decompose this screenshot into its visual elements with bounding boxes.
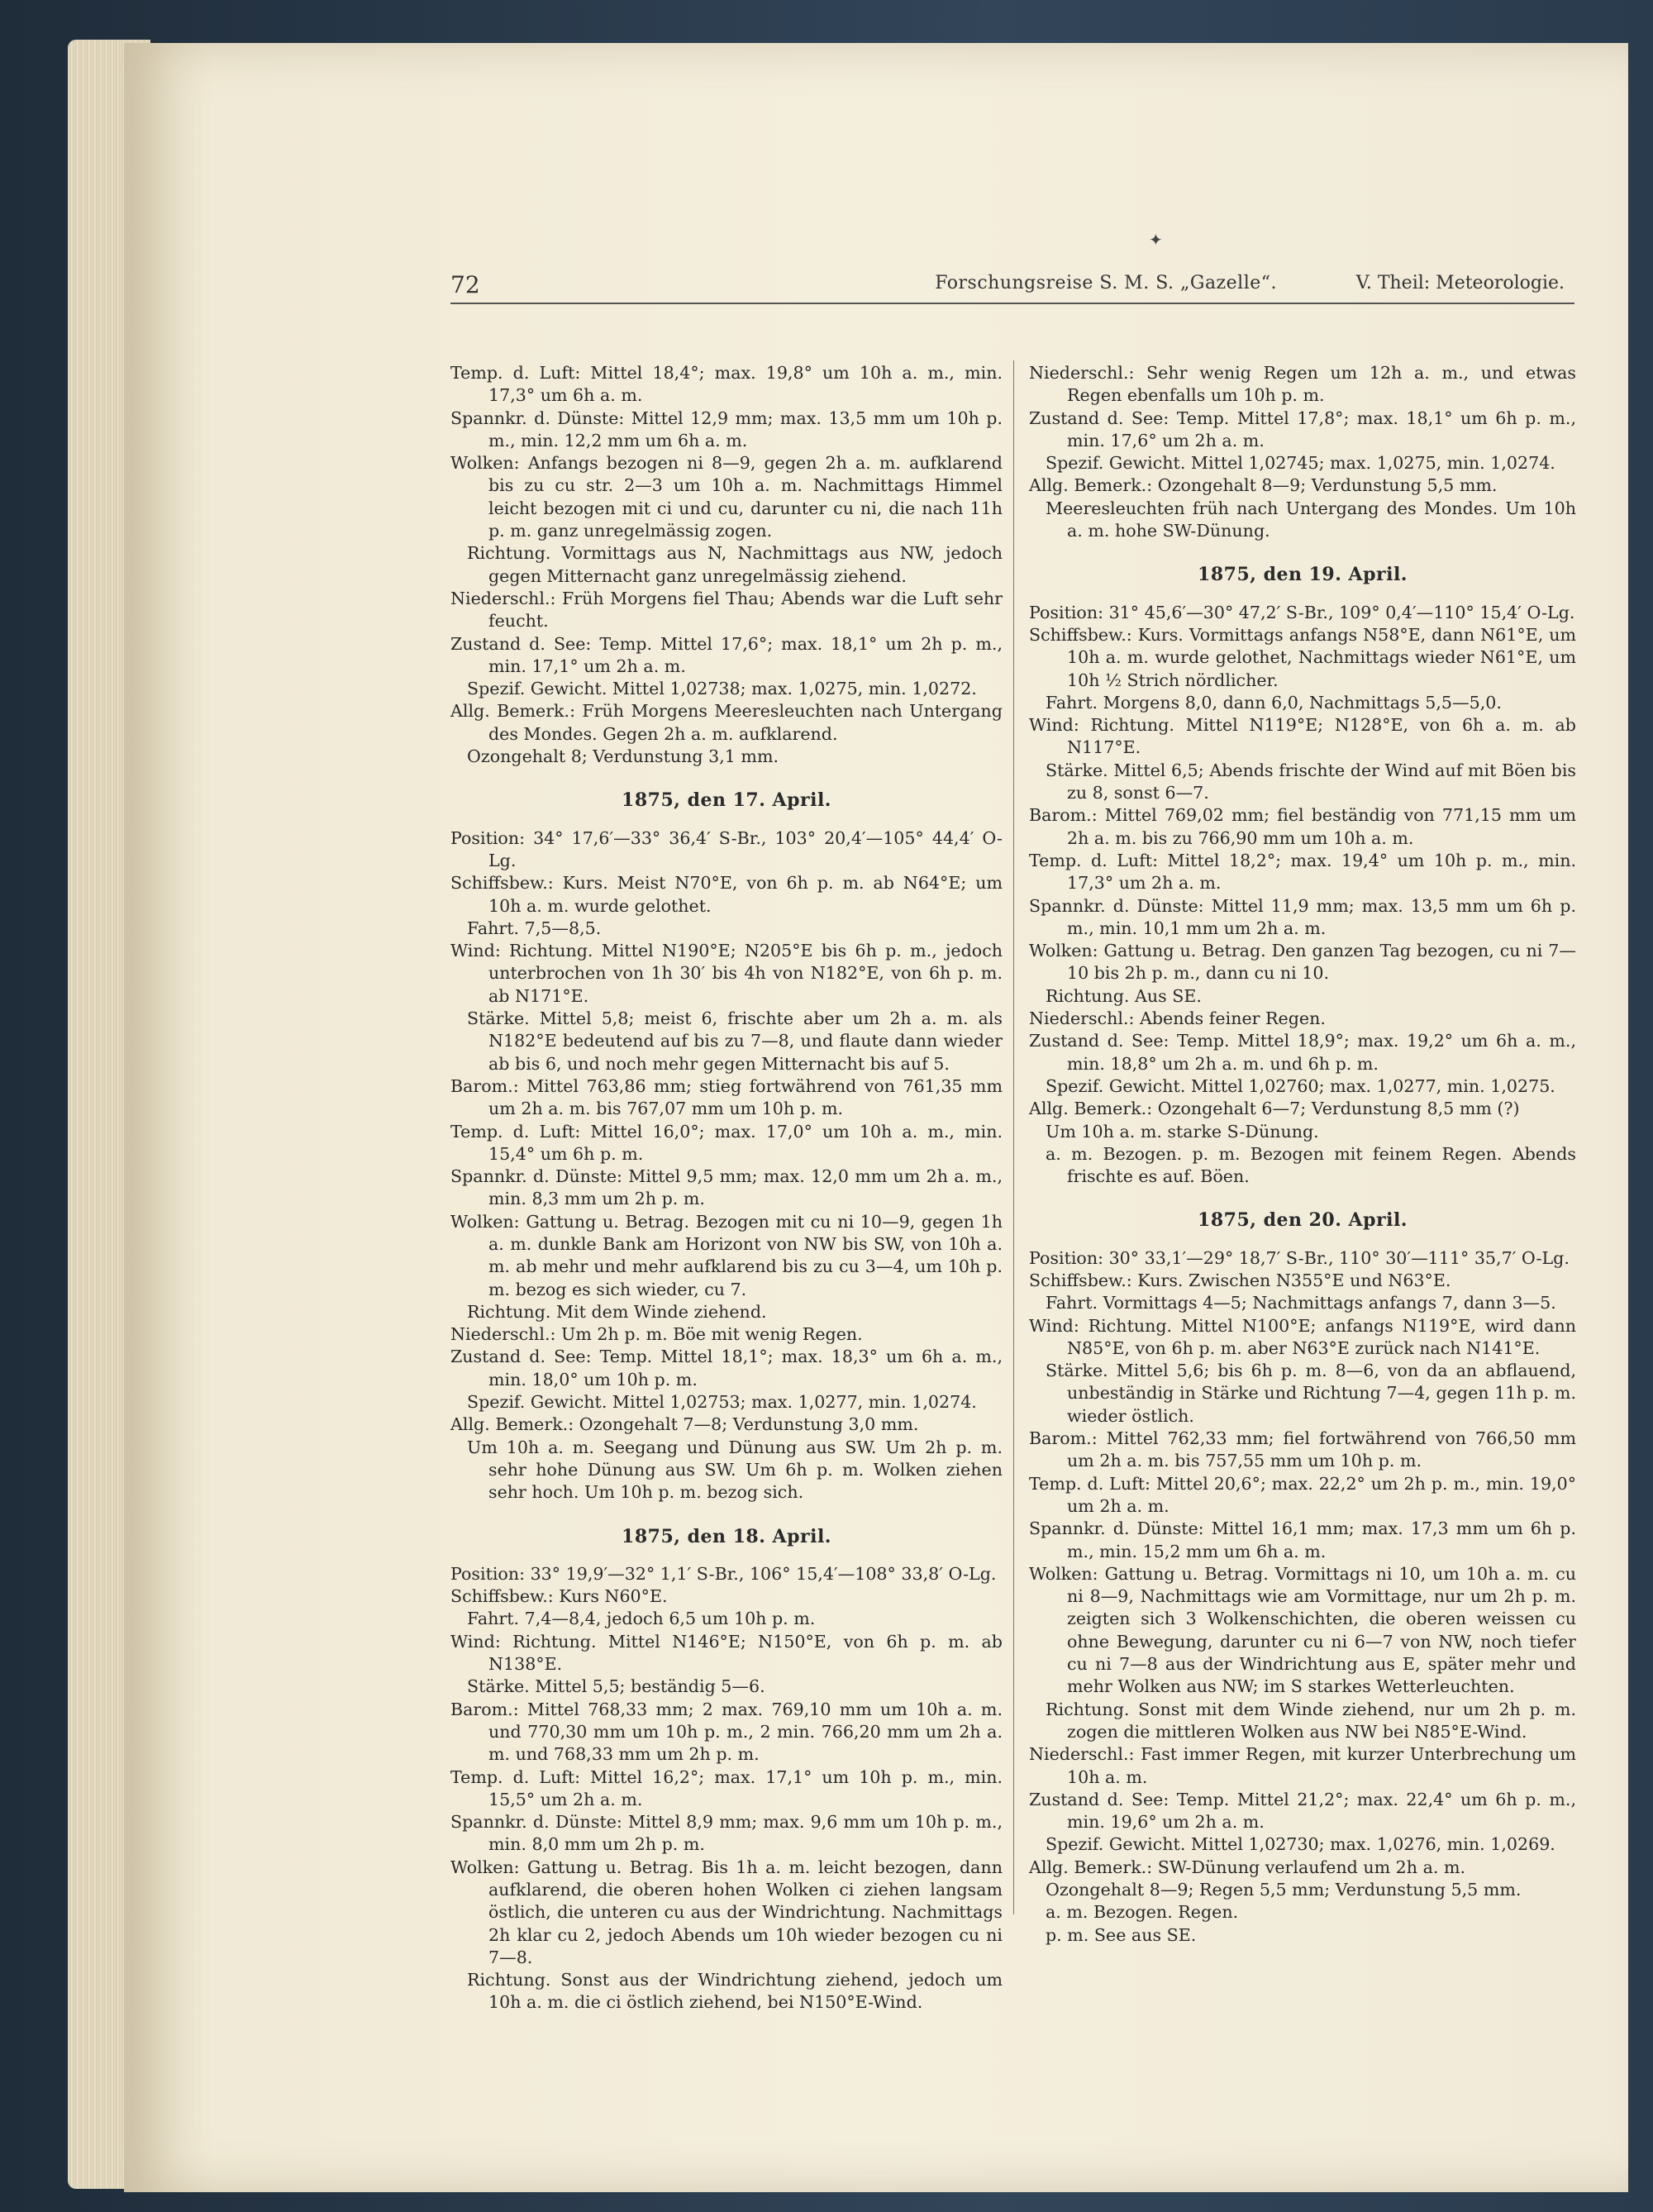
- log-entry: Stärke. Mittel 6,5; Abends frischte der Wind auf mit Böen bis zu 8, sonst 6—7.: [1046, 760, 1576, 803]
- log-entry: Spezif. Gewicht. Mittel 1,02738; max. 1,0275, min. 1,0272.: [467, 679, 977, 699]
- right-column: [1029, 362, 1576, 1947]
- log-entry: Allg. Bemerk.: Früh Morgens Meeresleuchten nach Untergang des Mondes. Gegen 2h a. m. aufklarend.: [450, 701, 1003, 744]
- log-entry: Temp. d. Luft: Mittel 16,2°; max. 17,1° um 10h p. m., min. 15,5° um 2h a. m.: [450, 1766, 1003, 1809]
- log-entry: Richtung. Mit dem Winde ziehend.: [467, 1301, 767, 1322]
- log-entry: Wolken: Gattung u. Betrag. Bezogen mit cu ni 10—9, gegen 1h a. m. dunkle Bank am Horizont von NW bis SW, von 10h a. m. ab mehr und mehr aufklarend bis zu cu 3—4, um 10h p. m. bezog es sich wieder, cu 7.: [450, 1211, 1003, 1299]
- log-entry: Allg. Bemerk.: Ozongehalt 6—7; Verdunstung 8,5 mm (?): [1029, 1099, 1520, 1119]
- log-entry: Spezif. Gewicht. Mittel 1,02760; max. 1,0277, min. 1,0275.: [1046, 1075, 1555, 1096]
- entries-19-april: [1029, 602, 1576, 1189]
- log-entry: p. m. See aus SE.: [1046, 1924, 1197, 1945]
- log-entry: Schiffsbew.: Kurs. Meist N70°E, von 6h p. m. ab N64°E; um 10h a. m. wurde gelothet.: [450, 873, 1003, 916]
- log-entry: Wind: Richtung. Mittel N119°E; N128°E, von 6h a. m. ab N117°E.: [1029, 715, 1576, 758]
- log-entry: Niederschl.: Fast immer Regen, mit kurzer Unterbrechung um 10h a. m.: [1029, 1744, 1576, 1787]
- log-entry: Barom.: Mittel 762,33 mm; fiel fortwährend von 766,50 mm um 2h a. m. bis 757,55 mm um 10h p. m.: [1029, 1428, 1576, 1471]
- log-entry: Spannkr. d. Dünste: Mittel 9,5 mm; max. 12,0 mm um 2h a. m., min. 8,3 mm um 2h p. m.: [450, 1166, 1003, 1209]
- log-entry: Spezif. Gewicht. Mittel 1,02753; max. 1,0277, min. 1,0274.: [467, 1392, 977, 1413]
- log-entry: Ozongehalt 8; Verdunstung 3,1 mm.: [467, 746, 779, 767]
- log-entry: Barom.: Mittel 763,86 mm; stieg fortwährend von 761,35 mm um 2h a. m. bis 767,07 mm um 10h p. m.: [450, 1075, 1003, 1119]
- page-number: 72: [450, 271, 480, 298]
- log-entry: Richtung. Vormittags aus N, Nachmittags aus NW, jedoch gegen Mitternacht ganz unregelmässig ziehend.: [467, 543, 1003, 586]
- log-entry: Zustand d. See: Temp. Mittel 17,6°; max. 18,1° um 2h p. m., min. 17,1° um 2h a. m.: [450, 633, 1003, 676]
- log-entry: Fahrt. 7,5—8,5.: [467, 918, 602, 938]
- date-heading-18-april: 1875, den 18. April.: [622, 1525, 831, 1547]
- log-entry: Ozongehalt 8—9; Regen 5,5 mm; Verdunstung 5,5 mm.: [1046, 1880, 1522, 1900]
- log-entry: Meeresleuchten früh nach Untergang des Mondes. Um 10h a. m. hohe SW-Dünung.: [1046, 498, 1576, 541]
- log-entry: Barom.: Mittel 769,02 mm; fiel beständig von 771,15 mm um 2h a. m. bis zu 766,90 mm um 10h a. m.: [1029, 805, 1576, 848]
- log-entry: Zustand d. See: Temp. Mittel 17,8°; max. 18,1° um 6h p. m., min. 17,6° um 2h a. m.: [1029, 408, 1576, 451]
- log-entry: Schiffsbew.: Kurs. Zwischen N355°E und N63°E.: [1029, 1270, 1451, 1290]
- log-entry: Niederschl.: Früh Morgens fiel Thau; Abends war die Luft sehr feucht.: [450, 588, 1003, 632]
- log-entry: Allg. Bemerk.: Ozongehalt 8—9; Verdunstung 5,5 mm.: [1029, 475, 1498, 496]
- entries-20-april: [1029, 1247, 1576, 1947]
- log-entry: Spezif. Gewicht. Mittel 1,02730; max. 1,0276, min. 1,0269.: [1046, 1834, 1555, 1855]
- log-entry: Niederschl.: Abends feiner Regen.: [1029, 1008, 1326, 1029]
- log-entry: Position: 33° 19,9′—32° 1,1′ S-Br., 106° 15,4′—108° 33,8′ O-Lg.: [450, 1563, 997, 1584]
- log-entry: Wolken: Anfangs bezogen ni 8—9, gegen 2h a. m. aufklarend bis zu cu str. 2—3 um 10h a. m. Nachmittags Himmel leicht bezogen mit ci und cu, darunter cu ni, die nach 11h p. m. ganz unregelmässig zogen.: [450, 453, 1003, 541]
- log-entry: a. m. Bezogen. Regen.: [1046, 1902, 1239, 1923]
- entries-17-april: [450, 827, 1003, 1504]
- log-entry: Temp. d. Luft: Mittel 18,2°; max. 19,4° um 10h p. m., min. 17,3° um 2h a. m.: [1029, 850, 1576, 894]
- log-entry: Zustand d. See: Temp. Mittel 18,1°; max. 18,3° um 6h a. m., min. 18,0° um 10h p. m.: [450, 1347, 1003, 1390]
- log-entry: Temp. d. Luft: Mittel 16,0°; max. 17,0° um 10h a. m., min. 15,4° um 6h p. m.: [450, 1121, 1003, 1164]
- log-entry: Richtung. Aus SE.: [1046, 985, 1202, 1006]
- log-entry: Um 10h a. m. Seegang und Dünung aus SW. Um 2h p. m. sehr hohe Dünung aus SW. Um 6h p. m. Wolken ziehen sehr hoch. Um 10h p. m. bezog sich.: [467, 1437, 1003, 1503]
- log-entry: Allg. Bemerk.: Ozongehalt 7—8; Verdunstung 3,0 mm.: [450, 1414, 919, 1435]
- page-header: [450, 269, 1574, 304]
- log-entry: Position: 30° 33,1′—29° 18,7′ S-Br., 110° 30′—111° 35,7′ O-Lg.: [1029, 1247, 1570, 1268]
- log-entry: Stärke. Mittel 5,6; bis 6h p. m. 8—6, von da an abflauend, unbeständig in Stärke und Richtung 7—4, gegen 11h p. m. wieder östlich.: [1046, 1361, 1576, 1426]
- date-heading-17-april: 1875, den 17. April.: [622, 789, 831, 812]
- log-entry: Spannkr. d. Dünste: Mittel 16,1 mm; max. 17,3 mm um 6h p. m., min. 15,2 mm um 6h a. m.: [1029, 1518, 1576, 1561]
- log-entry: Richtung. Sonst mit dem Winde ziehend, nur um 2h p. m. zogen die mittleren Wolken aus NW bei N85°E-Wind.: [1046, 1699, 1576, 1742]
- log-entry: Wind: Richtung. Mittel N100°E; anfangs N119°E, wird dann N85°E, von 6h p. m. aber N63°E zurück nach N141°E.: [1029, 1315, 1576, 1358]
- right-intro: [1029, 362, 1576, 542]
- log-entry: a. m. Bezogen. p. m. Bezogen mit feinem Regen. Abends frischte es auf. Böen.: [1046, 1143, 1576, 1187]
- log-entry: Temp. d. Luft: Mittel 20,6°; max. 22,2° um 2h p. m., min. 19,0° um 2h a. m.: [1029, 1473, 1576, 1516]
- log-entry: Spannkr. d. Dünste: Mittel 8,9 mm; max. 9,6 mm um 10h p. m., min. 8,0 mm um 2h p. m.: [450, 1812, 1003, 1855]
- log-entry: Stärke. Mittel 5,5; beständig 5—6.: [467, 1676, 765, 1697]
- log-entry: Wind: Richtung. Mittel N146°E; N150°E, von 6h p. m. ab N138°E.: [450, 1631, 1003, 1675]
- log-entry: Wolken: Gattung u. Betrag. Vormittags ni 10, um 10h a. m. cu ni 8—9, Nachmittags wie am Vormittage, nur um 2h p. m. zeigten sich 3 Wolkenschichten, die oberen weissen cu ohne Bewegung, darunter cu ni 6—7 von NW, noch tiefer cu ni 7—8 aus der Windrichtung aus E, später mehr und mehr Wolken aus NW; im S starkes Wetterleuchten.: [1029, 1563, 1576, 1697]
- log-entry: Temp. d. Luft: Mittel 18,4°; max. 19,8° um 10h a. m., min. 17,3° um 6h a. m.: [450, 363, 1003, 406]
- section-title: V. Theil: Meteorologie.: [1355, 273, 1565, 293]
- left-intro: [450, 362, 1003, 768]
- log-entry: Richtung. Sonst aus der Windrichtung ziehend, jedoch um 10h a. m. die ci östlich ziehend, bei N150°E-Wind.: [467, 1970, 1003, 2013]
- log-entry: Schiffsbew.: Kurs. Vormittags anfangs N58°E, dann N61°E, um 10h a. m. wurde gelothet, Nachmittags wieder N61°E, um 10h ½ Strich nördlicher.: [1029, 624, 1576, 690]
- log-entry: Spannkr. d. Dünste: Mittel 11,9 mm; max. 13,5 mm um 6h p. m., min. 10,1 mm um 2h a. m.: [1029, 895, 1576, 938]
- ornament-mark: ✦: [1149, 230, 1163, 250]
- log-entry: Fahrt. 7,4—8,4, jedoch 6,5 um 10h p. m.: [467, 1609, 816, 1629]
- log-entry: Spannkr. d. Dünste: Mittel 12,9 mm; max. 13,5 mm um 10h p. m., min. 12,2 mm um 6h a. m.: [450, 408, 1003, 451]
- log-entry: Wolken: Gattung u. Betrag. Den ganzen Tag bezogen, cu ni 7—10 bis 2h p. m., dann cu ni 10.: [1029, 941, 1576, 984]
- date-heading-20-april: 1875, den 20. April.: [1198, 1209, 1408, 1232]
- running-title: Forschungsreise S. M. S. „Gazelle“.: [935, 273, 1277, 293]
- log-entry: Wolken: Gattung u. Betrag. Bis 1h a. m. leicht bezogen, dann aufklarend, die oberen hohen Wolken ci ziehen langsam östlich, die unteren cu aus der Windrichtung. Nachmittags 2h klar cu 2, jedoch Abends um 10h wieder bezogen cu ni 7—8.: [450, 1857, 1003, 1967]
- log-entry: Spezif. Gewicht. Mittel 1,02745; max. 1,0275, min. 1,0274.: [1046, 453, 1555, 474]
- log-entry: Barom.: Mittel 768,33 mm; 2 max. 769,10 mm um 10h a. m. und 770,30 mm um 10h p. m., 2 min. 766,20 mm um 2h a. m. und 768,33 mm um 2h p. m.: [450, 1699, 1003, 1765]
- log-entry: Stärke. Mittel 5,8; meist 6, frischte aber um 2h a. m. als N182°E bedeutend auf bis zu 7—8, und flaute dann wieder ab bis 6, und noch mehr gegen Mitternacht bis auf 5.: [467, 1008, 1003, 1074]
- date-heading-19-april: 1875, den 19. April.: [1198, 564, 1408, 586]
- log-entry: Niederschl.: Um 2h p. m. Böe mit wenig Regen.: [450, 1324, 863, 1345]
- log-entry: Fahrt. Vormittags 4—5; Nachmittags anfangs 7, dann 3—5.: [1046, 1293, 1556, 1313]
- entries-18-april: [450, 1563, 1003, 2014]
- log-entry: Niederschl.: Sehr wenig Regen um 12h a. m., und etwas Regen ebenfalls um 10h p. m.: [1029, 363, 1576, 406]
- column-divider: [1013, 360, 1014, 1914]
- log-entry: Zustand d. See: Temp. Mittel 18,9°; max. 19,2° um 6h a. m., min. 18,8° um 2h a. m. und 6h p. m.: [1029, 1031, 1576, 1074]
- log-entry: Schiffsbew.: Kurs N60°E.: [450, 1586, 668, 1607]
- log-entry: Um 10h a. m. starke S-Dünung.: [1046, 1121, 1319, 1142]
- log-entry: Position: 31° 45,6′—30° 47,2′ S-Br., 109° 0,4′—110° 15,4′ O-Lg.: [1029, 602, 1575, 622]
- log-entry: Position: 34° 17,6′—33° 36,4′ S-Br., 103° 20,4′—105° 44,4′ O-Lg.: [450, 827, 1003, 870]
- log-entry: Zustand d. See: Temp. Mittel 21,2°; max. 22,4° um 6h p. m., min. 19,6° um 2h a. m.: [1029, 1789, 1576, 1833]
- log-entry: Fahrt. Morgens 8,0, dann 6,0, Nachmittags 5,5—5,0.: [1046, 692, 1502, 713]
- left-column: [450, 362, 1003, 2014]
- log-entry: Allg. Bemerk.: SW-Dünung verlaufend um 2h a. m.: [1029, 1857, 1466, 1877]
- log-entry: Wind: Richtung. Mittel N190°E; N205°E bis 6h p. m., jedoch unterbrochen von 1h 30′ bis 4h von N182°E, von 6h p. m. ab N171°E.: [450, 941, 1003, 1006]
